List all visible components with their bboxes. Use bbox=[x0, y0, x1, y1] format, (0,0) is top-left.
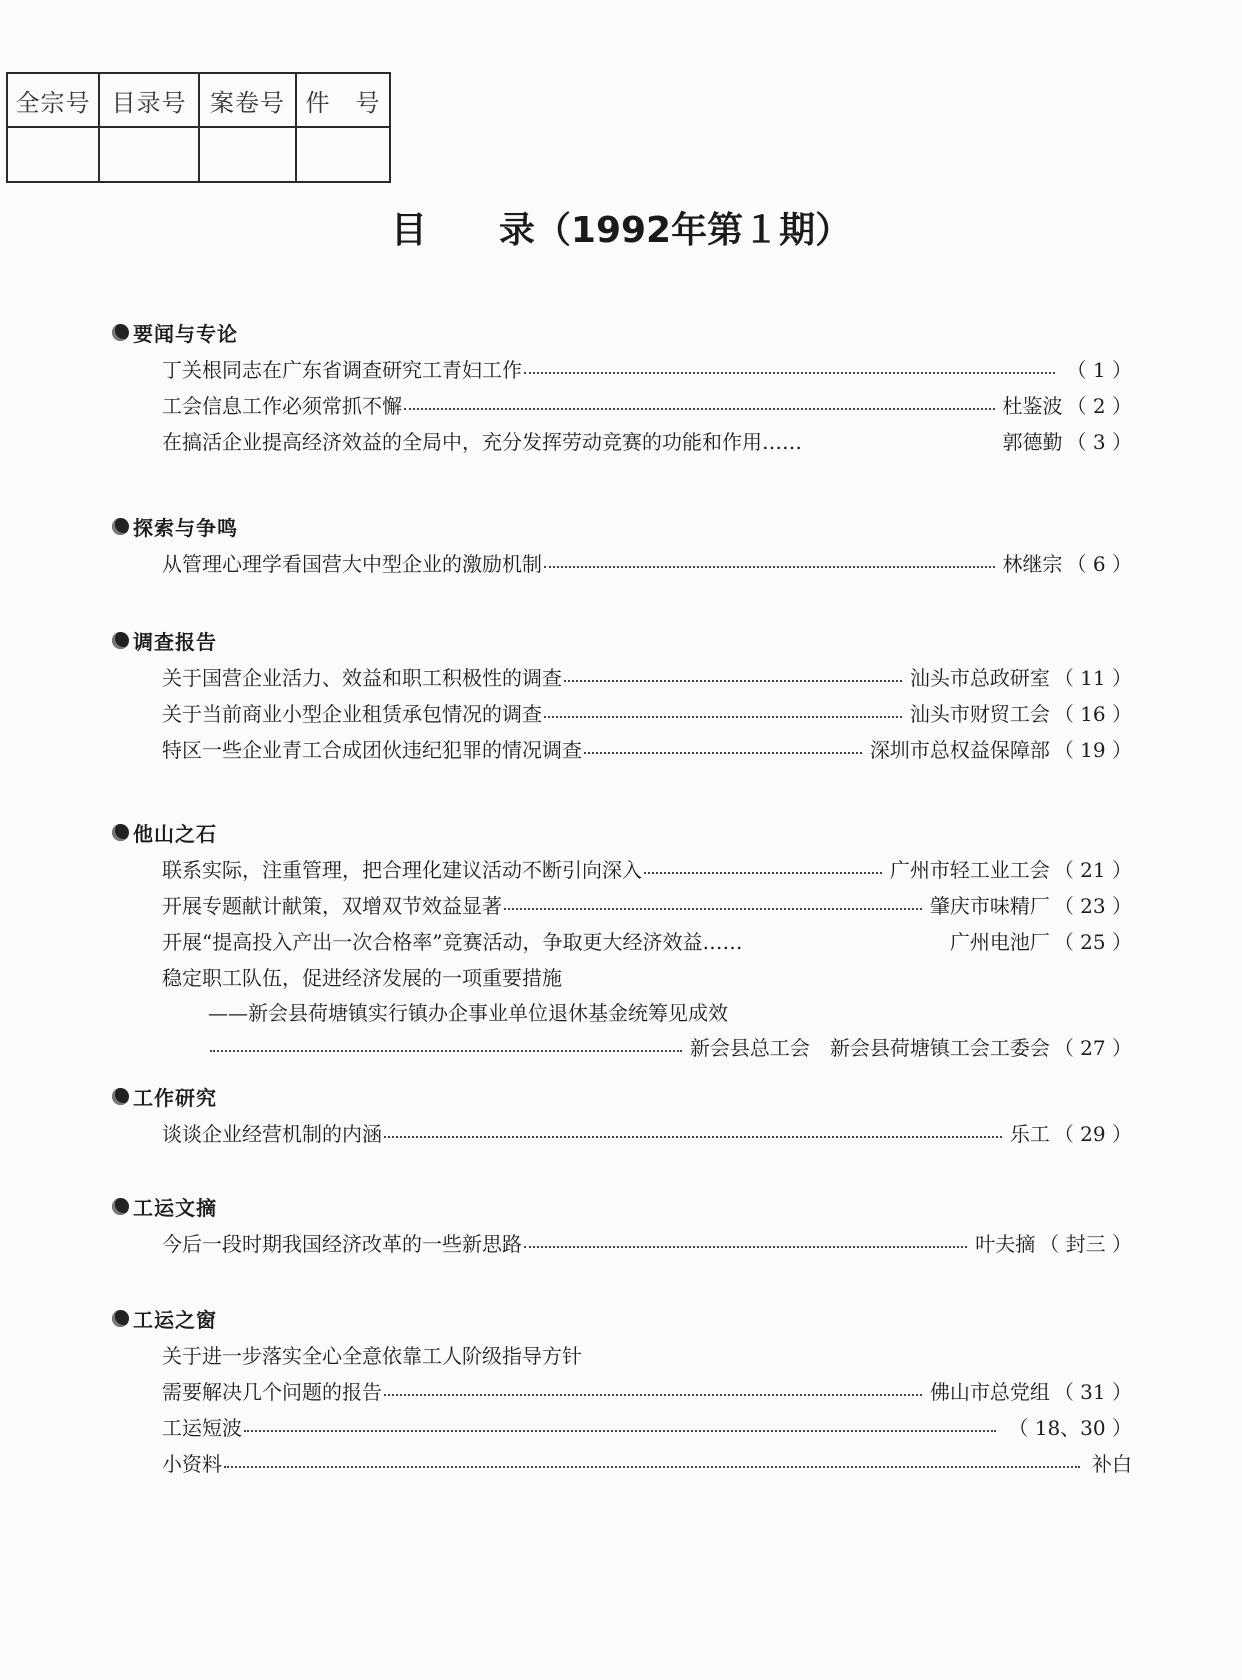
stamp-value-file bbox=[200, 128, 297, 181]
entry-page: （ 21 ） bbox=[1053, 858, 1132, 882]
entry-page: （ 25 ） bbox=[1053, 930, 1132, 954]
toc-entry-continuation[interactable] bbox=[208, 1030, 1132, 1066]
entry-title: 稳定职工队伍，促进经济发展的一项重要措施 bbox=[162, 966, 562, 990]
leader-dots bbox=[564, 670, 902, 682]
leader-dots bbox=[524, 362, 1055, 374]
section-research bbox=[112, 1076, 1132, 1152]
entry-title: 今后一段时期我国经济改革的一些新思路 bbox=[162, 1232, 522, 1256]
leader-dots bbox=[584, 742, 862, 754]
entry-author: 郭德勤 bbox=[1002, 430, 1063, 454]
section-heading: 他山之石 bbox=[133, 821, 217, 846]
stamp-value-catalog bbox=[100, 128, 200, 181]
entry-title: 谈谈企业经营机制的内涵 bbox=[162, 1122, 382, 1146]
stamp-header-file: 案卷号 bbox=[200, 74, 297, 128]
toc-entry[interactable] bbox=[162, 1116, 1132, 1152]
entry-title: 工会信息工作必须常抓不懈 bbox=[162, 394, 402, 418]
stamp-header-fonds: 全宗号 bbox=[8, 74, 100, 128]
toc-entry[interactable] bbox=[162, 924, 1132, 960]
entry-page: （ 1 ） bbox=[1066, 358, 1132, 382]
leader-dots bbox=[644, 862, 882, 874]
section-heading: 探索与争鸣 bbox=[133, 515, 238, 540]
entry-title: 特区一些企业青工合成团伙违纪犯罪的情况调查 bbox=[162, 738, 582, 762]
entry-author: 新会县总工会 新会县荷塘镇工会工委会 bbox=[689, 1036, 1050, 1060]
section-bullet-icon bbox=[112, 824, 129, 841]
entry-page: （ 16 ） bbox=[1053, 702, 1132, 726]
toc-entry[interactable] bbox=[162, 424, 1132, 460]
leader-dots bbox=[384, 1126, 1002, 1138]
entry-page: （ 29 ） bbox=[1053, 1122, 1132, 1146]
leader-dots bbox=[404, 398, 995, 410]
entry-page: （ 封三 ） bbox=[1039, 1232, 1132, 1256]
toc-entry-multiline[interactable] bbox=[162, 960, 1132, 996]
entry-page: （ 31 ） bbox=[1053, 1380, 1132, 1404]
leader-dots bbox=[384, 1384, 922, 1396]
section-heading: 要闻与专论 bbox=[133, 321, 238, 346]
entry-author: 杜鉴波 bbox=[1002, 394, 1063, 418]
section-bullet-icon bbox=[112, 632, 129, 649]
section-bullet-icon bbox=[112, 1198, 129, 1215]
toc-entry[interactable] bbox=[162, 546, 1132, 582]
entry-title: 小资料 bbox=[162, 1452, 222, 1476]
entry-subtitle: ——新会县荷塘镇实行镇办企事业单位退休基金统筹见成效 bbox=[208, 1001, 728, 1025]
entry-title: 关于进一步落实全心全意依靠工人阶级指导方针 bbox=[162, 1344, 582, 1368]
archive-stamp bbox=[6, 72, 391, 183]
section-heading: 工作研究 bbox=[133, 1085, 217, 1110]
toc-entry[interactable] bbox=[162, 732, 1132, 768]
toc-entry-multiline[interactable] bbox=[162, 1338, 1132, 1374]
leader-dots bbox=[210, 1040, 682, 1052]
entry-author: 汕头市财贸工会 bbox=[909, 702, 1050, 726]
toc-entry[interactable] bbox=[162, 1226, 1132, 1262]
entry-author: 汕头市总政研室 bbox=[909, 666, 1050, 690]
stamp-value-item bbox=[297, 128, 389, 181]
entry-author: 佛山市总党组 bbox=[929, 1380, 1050, 1404]
section-exploration bbox=[112, 506, 1132, 582]
toc-entry[interactable] bbox=[162, 388, 1132, 424]
entry-page: 补白 bbox=[1092, 1452, 1132, 1476]
toc-entry[interactable] bbox=[162, 888, 1132, 924]
leader-dots bbox=[544, 556, 995, 568]
entry-author: 广州市轻工业工会 bbox=[889, 858, 1050, 882]
section-bullet-icon bbox=[112, 1088, 129, 1105]
toc-entry[interactable] bbox=[162, 660, 1132, 696]
entry-page: （ 27 ） bbox=[1053, 1036, 1132, 1060]
entry-title: 联系实际，注重管理，把合理化建议活动不断引向深入 bbox=[162, 858, 642, 882]
entry-author: 林继宗 bbox=[1002, 552, 1063, 576]
section-experience bbox=[112, 812, 1132, 1066]
leader-dots bbox=[244, 1420, 996, 1432]
entry-page: （ 6 ） bbox=[1066, 552, 1132, 576]
stamp-header-item: 件 号 bbox=[297, 74, 389, 128]
entry-title: 开展“提高投入产出一次合格率”竞赛活动，争取更大经济效益…… bbox=[162, 930, 743, 954]
entry-page: （ 11 ） bbox=[1053, 666, 1132, 690]
toc-entry[interactable] bbox=[162, 696, 1132, 732]
section-news bbox=[112, 312, 1132, 460]
entry-title: 关于当前商业小型企业租赁承包情况的调查 bbox=[162, 702, 542, 726]
toc-entry[interactable] bbox=[162, 852, 1132, 888]
entry-page: （ 19 ） bbox=[1053, 738, 1132, 762]
section-heading: 工运之窗 bbox=[133, 1307, 217, 1332]
entry-page: （ 3 ） bbox=[1066, 430, 1132, 454]
section-bullet-icon bbox=[112, 1310, 129, 1327]
toc-entry[interactable] bbox=[162, 1410, 1132, 1446]
page-title: 目 录（1992年第１期） bbox=[390, 210, 852, 251]
section-bullet-icon bbox=[112, 324, 129, 341]
section-bullet-icon bbox=[112, 518, 129, 535]
section-heading: 工运文摘 bbox=[133, 1195, 217, 1220]
entry-title: 从管理心理学看国营大中型企业的激励机制 bbox=[162, 552, 542, 576]
section-heading: 调查报告 bbox=[133, 629, 217, 654]
entry-title: 丁关根同志在广东省调查研究工青妇工作 bbox=[162, 358, 522, 382]
leader-dots bbox=[504, 898, 922, 910]
section-survey bbox=[112, 620, 1132, 768]
entry-page: （ 23 ） bbox=[1053, 894, 1132, 918]
entry-page: （ 2 ） bbox=[1066, 394, 1132, 418]
entry-author: 肇庆市味精厂 bbox=[929, 894, 1050, 918]
toc-entry[interactable] bbox=[162, 1374, 1132, 1410]
section-window bbox=[112, 1298, 1132, 1482]
entry-author: 乐工 bbox=[1009, 1122, 1050, 1146]
entry-title: 工运短波 bbox=[162, 1416, 242, 1440]
leader-dots bbox=[224, 1456, 1080, 1468]
entry-title: 在搞活企业提高经济效益的全局中，充分发挥劳动竞赛的功能和作用…… bbox=[162, 430, 802, 454]
entry-author: 深圳市总权益保障部 bbox=[869, 738, 1050, 762]
entry-page: （ 18、30 ） bbox=[1008, 1416, 1132, 1440]
leader-dots bbox=[524, 1236, 967, 1248]
toc-entry[interactable] bbox=[162, 1446, 1132, 1482]
entry-author: 叶夫摘 bbox=[975, 1232, 1036, 1256]
entry-title: 关于国营企业活力、效益和职工积极性的调查 bbox=[162, 666, 562, 690]
entry-title: 需要解决几个问题的报告 bbox=[162, 1380, 382, 1404]
toc-entry[interactable] bbox=[162, 352, 1132, 388]
stamp-header-catalog: 目录号 bbox=[100, 74, 200, 128]
section-digest bbox=[112, 1186, 1132, 1262]
leader-dots bbox=[744, 935, 941, 945]
leader-dots bbox=[544, 706, 902, 718]
leader-dots bbox=[804, 435, 995, 445]
entry-title: 开展专题献计献策，双增双节效益显著 bbox=[162, 894, 502, 918]
stamp-value-fonds bbox=[8, 128, 100, 181]
entry-author: 广州电池厂 bbox=[949, 930, 1050, 954]
